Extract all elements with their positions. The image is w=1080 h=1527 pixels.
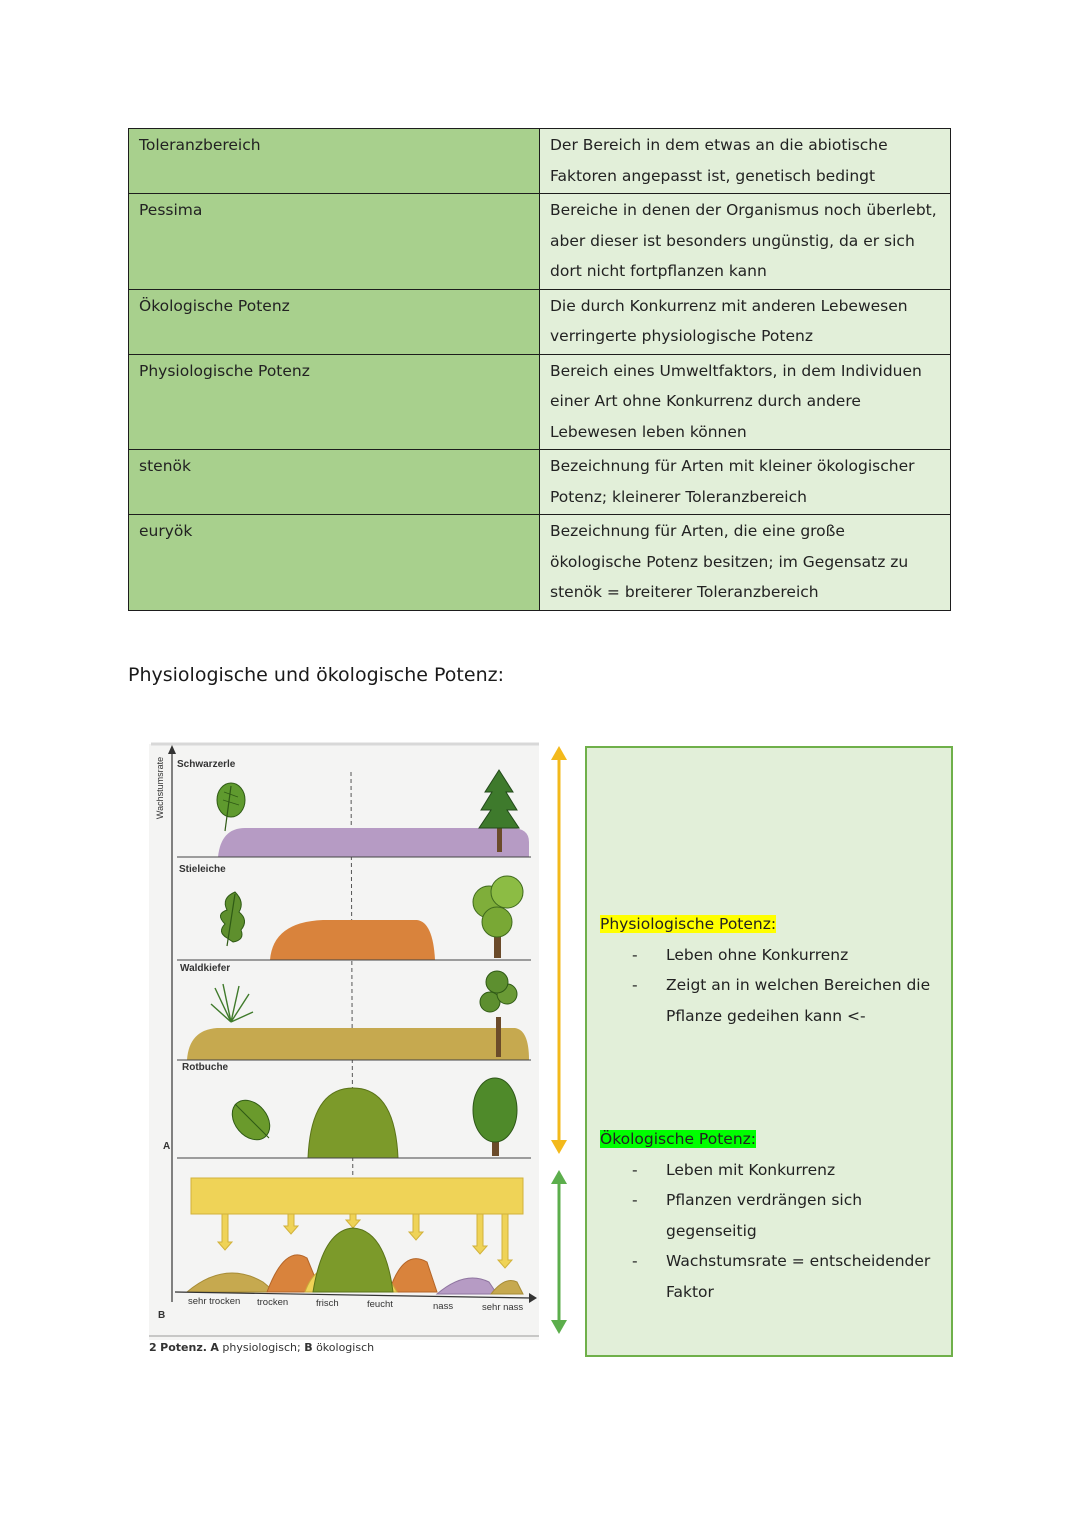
competition-band	[191, 1178, 523, 1214]
x-tick: sehr trocken	[188, 1296, 241, 1307]
caption-b: ökologisch	[316, 1341, 375, 1354]
list-item	[600, 1155, 945, 1186]
species-label-rotbuche: Rotbuche	[182, 1062, 229, 1073]
definition-cell: Der Bereich in dem etwas an die abiotische Faktoren angepasst ist, genetisch bedingt	[540, 129, 951, 194]
physio-notes	[600, 909, 945, 1031]
term-cell: stenök	[129, 450, 540, 515]
eco-list	[600, 1155, 945, 1308]
dash-bullet: -	[632, 976, 638, 995]
dash-bullet: -	[632, 1160, 638, 1179]
eco-range-arrow	[551, 1170, 567, 1334]
y-axis-label: Wachstumsrate	[155, 756, 165, 820]
curve-schwarzerle	[218, 828, 529, 857]
list-item	[600, 970, 945, 1031]
table-row	[129, 194, 951, 290]
species-label-schwarzerle: Schwarzerle	[177, 759, 236, 770]
caption-title: Potenz.	[160, 1341, 207, 1354]
term-cell: Ökologische Potenz	[129, 289, 540, 354]
x-tick: sehr nass	[482, 1302, 524, 1313]
physio-title: Physiologische Potenz:	[600, 915, 777, 933]
caption-a-letter: A	[210, 1341, 219, 1354]
potenz-figure	[145, 742, 543, 1362]
potenz-diagram	[145, 742, 543, 1342]
list-item	[600, 940, 945, 971]
range-arrows	[546, 744, 572, 1344]
eco-notes	[600, 1124, 945, 1308]
x-tick: frisch	[316, 1298, 339, 1309]
term-cell: Pessima	[129, 194, 540, 290]
list-item	[600, 1246, 945, 1307]
list-item-text: Leben mit Konkurrenz	[666, 1160, 836, 1179]
definition-cell: Bereich eines Umweltfaktors, in dem Individuen einer Art ohne Konkurrenz durch andere Lebewesen leben können	[540, 354, 951, 450]
physio-list	[600, 940, 945, 1032]
species-label-waldkiefer: Waldkiefer	[180, 963, 231, 974]
figure-caption	[149, 1341, 374, 1354]
table-row	[129, 354, 951, 450]
table-row	[129, 450, 951, 515]
definition-cell: Bezeichnung für Arten, die eine große ökologische Potenz besitzen; im Gegensatz zu stenök = breiterer Toleranzbereich	[540, 515, 951, 611]
panel-a-label: A	[163, 1141, 171, 1152]
dash-bullet: -	[632, 1252, 638, 1271]
species-label-stieleiche: Stieleiche	[179, 864, 226, 875]
dash-bullet: -	[632, 1191, 638, 1210]
list-item-text: Pflanzen verdrängen sich gegenseitig	[666, 1191, 863, 1240]
x-tick: feucht	[367, 1299, 393, 1310]
eco-title: Ökologische Potenz:	[600, 1130, 756, 1148]
table-row	[129, 289, 951, 354]
caption-number: 2	[149, 1341, 157, 1354]
list-item-text: Wachstumsrate = entscheidender Faktor	[666, 1252, 931, 1301]
caption-a: physiologisch;	[222, 1341, 301, 1354]
dash-bullet: -	[632, 945, 638, 964]
caption-b-letter: B	[304, 1341, 313, 1354]
list-item-text: Zeigt an in welchen Bereichen die Pflanze gedeihen kann <-	[666, 976, 931, 1025]
physio-range-arrow	[551, 746, 567, 1154]
notes-box	[585, 746, 953, 1357]
panel-b-label: B	[158, 1310, 166, 1321]
definition-cell: Bereiche in denen der Organismus noch überlebt, aber dieser ist besonders ungünstig, da er sich dort nicht fortpflanzen kann	[540, 194, 951, 290]
curve-stieleiche	[270, 920, 435, 960]
definition-cell: Bezeichnung für Arten mit kleiner ökologischer Potenz; kleinerer Toleranzbereich	[540, 450, 951, 515]
table-row	[129, 129, 951, 194]
definitions-table	[128, 128, 951, 611]
list-item-text: Leben ohne Konkurrenz	[666, 945, 849, 964]
term-cell: euryök	[129, 515, 540, 611]
curve-waldkiefer	[187, 1028, 529, 1060]
table-row	[129, 515, 951, 611]
section-heading: Physiologische und ökologische Potenz:	[128, 664, 504, 686]
x-tick: nass	[433, 1301, 454, 1312]
term-cell: Toleranzbereich	[129, 129, 540, 194]
definition-cell: Die durch Konkurrenz mit anderen Lebewesen verringerte physiologische Potenz	[540, 289, 951, 354]
x-tick: trocken	[257, 1297, 289, 1308]
list-item	[600, 1185, 945, 1246]
term-cell: Physiologische Potenz	[129, 354, 540, 450]
